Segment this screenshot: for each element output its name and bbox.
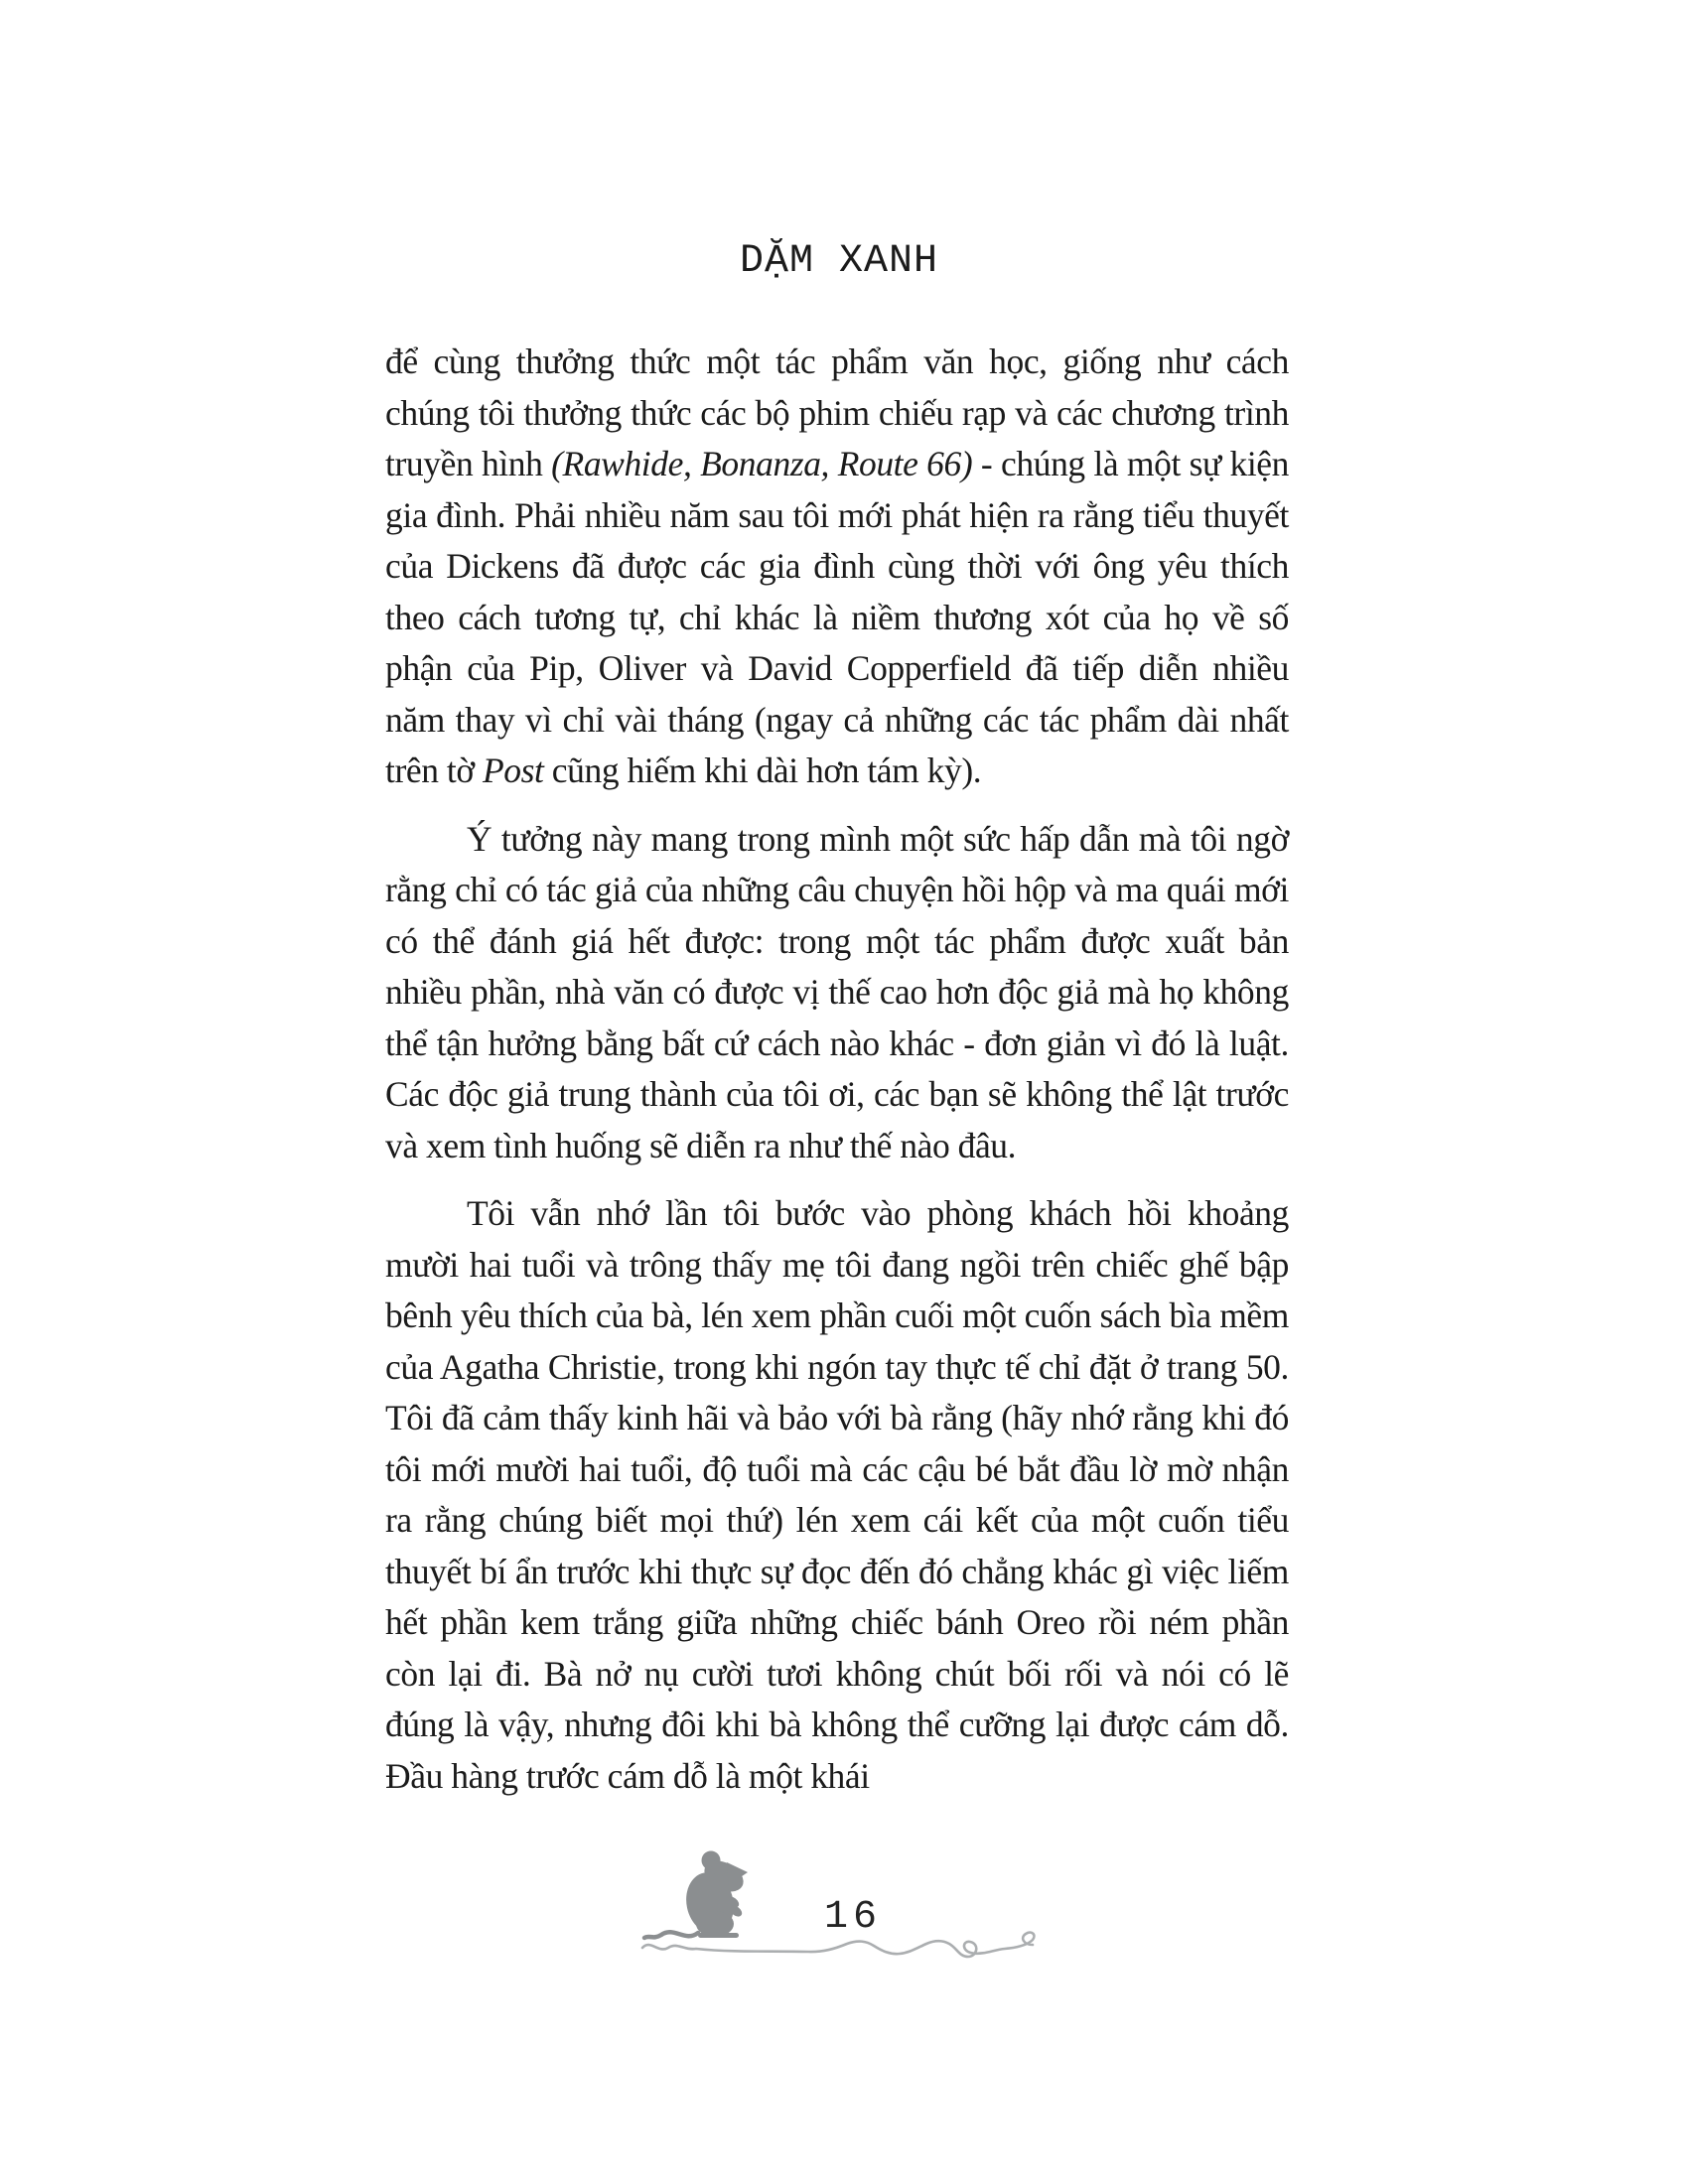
paragraph-3	[385, 1188, 1289, 1802]
paragraph-1	[385, 337, 1289, 797]
italic-text-segment: Post	[482, 751, 544, 790]
text-segment: Tôi vẫn nhớ lần tôi bước vào phòng khách hồi khoảng mười hai tuổi và trông thấy mẹ tôi đang ngồi trên chiếc ghế bập bênh yêu thích của bà, lén xem phần cuối một cuốn sách bìa mềm của Agatha Christie, trong khi ngón tay thực tế chỉ đặt ở trang 50. Tôi đã cảm thấy kinh hãi và bảo với bà rằng (hãy nhớ rằng khi đó tôi mới mười hai tuổi, độ tuổi mà các cậu bé bắt đầu lờ mờ nhận ra rằng chúng biết mọi thứ) lén xem cái kết của một cuốn tiểu thuyết bí ẩn trước khi thực sự đọc đến đó chẳng khác gì việc liếm hết phần kem trắng giữa những chiếc bánh Oreo rồi ném phần còn lại đi. Bà nở nụ cười tươi không chút bối rối và nói có lẽ đúng là vậy, nhưng đôi khi bà không thể cưỡng lại được cám dỗ. Đầu hàng trước cám dỗ là một khái	[385, 1193, 1289, 1796]
mouse-silhouette-icon	[641, 1844, 759, 1946]
page-body-text	[385, 337, 1289, 1802]
text-segment: Ý tưởng này mang trong mình một sức hấp dẫn mà tôi ngờ rằng chỉ có tác giả của những câu chuyện hồi hộp và ma quái mới có thể đánh giá hết được: trong một tác phẩm được xuất bản nhiều phần, nhà văn có được vị thế cao hơn độc giả mà họ không thể tận hưởng bằng bất cứ cách nào khác - đơn giản vì đó là luật. Các độc giả trung thành của tôi ơi, các bạn sẽ không thể lật trước và xem tình huống sẽ diễn ra như thế nào đâu.	[385, 818, 1289, 1165]
text-segment: - chúng là một sự kiện gia đình. Phải nhiều năm sau tôi mới phát hiện ra rằng tiểu thuyết của Dickens đã được các gia đình cùng thời với ông yêu thích theo cách tương tự, chỉ khác là niềm thương xót của họ về số phận của Pip, Oliver và David Copperfield đã tiếp diễn nhiều năm thay vì chỉ vài tháng (ngay cả những các tác phẩm dài nhất trên tờ	[385, 444, 1290, 790]
book-title: DẶM XANH	[739, 239, 939, 284]
text-segment: để cùng thưởng thức một tác phẩm văn học, giống như cách chúng tôi thưởng thức các bộ phim chiếu rạp và các chương trình truyền hình	[385, 341, 1289, 483]
running-header	[387, 240, 1291, 284]
italic-text-segment: (Rawhide, Bonanza, Route 66)	[551, 444, 973, 483]
text-segment: cũng hiếm khi dài hơn tám kỳ).	[543, 751, 982, 790]
page-number: 16	[824, 1895, 883, 1940]
paragraph-2	[385, 814, 1289, 1172]
